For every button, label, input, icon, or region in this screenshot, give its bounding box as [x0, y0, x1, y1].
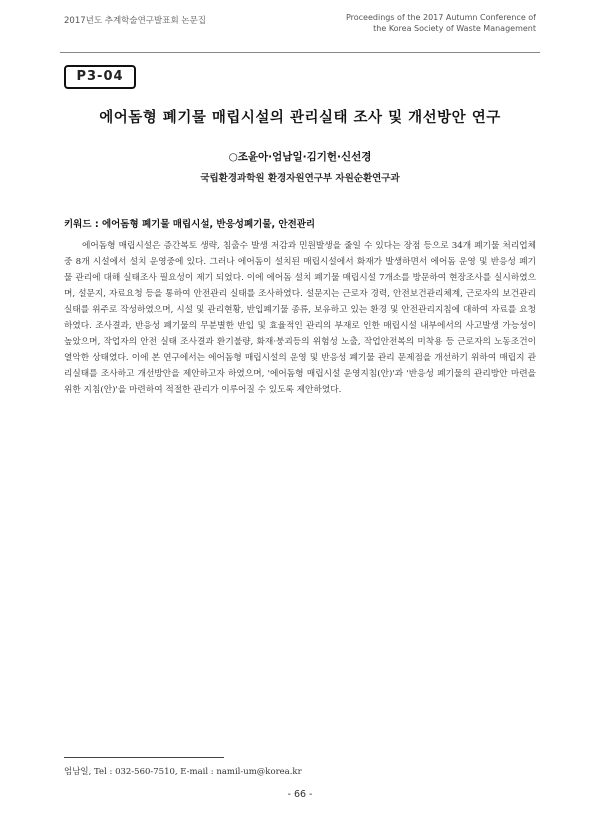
paper-code-badge: P3-04: [64, 65, 136, 89]
paper-title: 에어돔형 폐기물 매립시설의 관리실태 조사 및 개선방안 연구: [99, 110, 501, 126]
header-divider: [60, 52, 540, 53]
page-number: - 66 -: [287, 789, 313, 800]
running-header-right: [346, 12, 536, 34]
running-header-right-line1: Proceedings of the 2017 Autumn Conference of: [345, 13, 536, 22]
running-header-left: 2017년도 추계학술연구발표회 논문집: [64, 16, 206, 26]
footnote-divider: [64, 757, 224, 758]
paper-keywords: 키워드 : 에어돔형 폐기물 매립시설, 반응성폐기물, 안전관리: [64, 219, 316, 230]
running-header-right-line2: the Korea Society of Waste Management: [373, 24, 536, 33]
footnote-contact: 엄남일, Tel : 032-560-7510, E-mail : namil-um@korea.kr: [64, 767, 302, 777]
paper-abstract: 에어돔형 매립시설은 증간복토 생략, 침출수 발생 저감과 민원발생을 줄일 수 있다는 장점 등으로 34개 폐기물 처리업체 중 8개 시설에서 설치 운영중에 있다. 그러나 에어돔이 설치된 매립시설에서 화재가 발생하면서 에어돔 운영 및 반응성 폐기물 관리에 대해 실태조사 필요성이 제기 되었다. 이에 에어돔 설치 폐기물 매립시설 7개소를 방문하여 현장조사를 실시하였으며, 설문지, 자료요청 등을 통하여 안전관리 실태를 조사하였다. 설문지는 근로자 경력, 안전보건관리체계, 근로자의 보건관리실태를 위주로 작성하였으며, 시설 및 관리현황, 반입폐기물 종류, 보유하고 있는 환경 및 안전관리지침에 대하여 자료를 요청하였다. 조사결과, 반응성 폐기물의 무분별한 반입 및 효율적인 관리의 부재로 인한 매립시설 내부에서의 사고발생 가능성이 높았으며, 작업자의 안전 실태 조사결과 환기불량, 화재·붕괴등의 위험성 노출, 작업안전복의 미착용 등 근로자의 노동조건이 열악한 상태였다. 이에 본 연구에서는 에어돔형 매립시설의 운영 및 반응성 폐기물 관리 문제점을 개선하기 위하여 매립지 관리실태를 조사하고 개선방안을 제안하고자 하였으며, '에어돔형 매립시설 운영지침(안)'과 '반응성 폐기물의 관리방안 마련을 위한 지침(안)'을 마련하여 적절한 관리가 이루어질 수 있도록 제안하였다.: [64, 241, 536, 395]
paper-authors: ○조윤아·엄남일·김기헌·신선경: [228, 151, 372, 163]
paper-affiliation: 국립환경과학원 환경자원연구부 자원순환연구과: [200, 173, 400, 184]
